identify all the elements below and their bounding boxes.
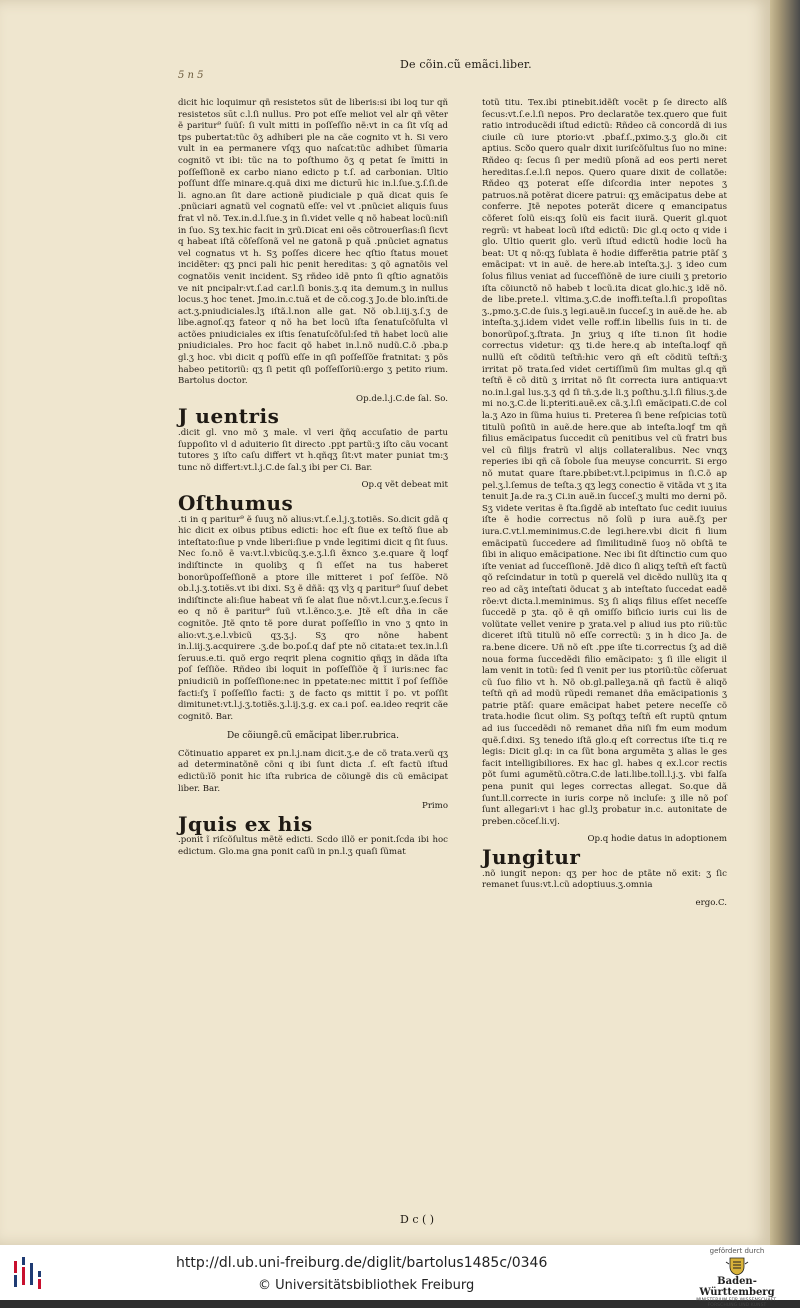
section-heading-posthumus (178, 480, 448, 514)
folio-mark: 5 n 5 (178, 70, 204, 81)
permalink-url[interactable]: http://dl.ub.uni-freiburg.de/diglit/bartolus1485c/0346 (176, 1255, 548, 1271)
decorated-initial: Jungitur (482, 845, 581, 869)
catchword: ergo.C. (695, 897, 727, 908)
decorated-initial: Oſthumus (178, 491, 294, 515)
footer-bar (0, 1245, 800, 1308)
ub-logo-icon (10, 1253, 50, 1293)
decorated-initial: Jquis ex his (178, 811, 313, 836)
section-reference: Primo (422, 801, 448, 812)
coat-of-arms-icon (724, 1256, 750, 1276)
section-reference: Op.de.l.j.C.de ſal. So. (356, 393, 448, 404)
section-heading-iuentris (178, 394, 448, 428)
left-column (178, 98, 448, 865)
right-column (482, 98, 727, 909)
section-reference: Op.q hodie datus in adoptionem (587, 834, 727, 845)
section-heading-siquis (178, 801, 448, 835)
section-text: .dicit gl. vno mõ ʒ male. vl veri q̃ñq accuſatio de partu ſuppoſito vl d aduiterio ſit directo .ppt partũ:ʒ iſto cãu vocant tutores ʒ iſto caſu differt vt h.qñqʒ ſit:vt mater puniat tm:ʒ tunc nõ differt:vt.l.j.C.de ſal.ʒ ibi per Ci. Bar. (178, 428, 448, 473)
signature-mark: D c ( ) (400, 1213, 435, 1226)
section-text: .nõ iungit nepon: qʒ per hoc de ptãte nõ exit: ʒ ſic remanet ſuus:vt.l.cũ adoptiuus.ʒ.omnia (482, 868, 727, 891)
funder-state: Baden-Württemberg (699, 1276, 775, 1298)
continuation-paragraph: Cõtinuatio apparet ex pn.l.j.nam dicit.ʒ.e de cõ trata.verũ qʒ ad determinatõnẽ cõni q ibi ſunt dicta .ſ. eſt factũ iſtud edictũ:ĩõ ponit hic iſta rubrica de cõiungẽ dis cũ emãcipat liber. Bar. (178, 748, 448, 794)
funder-label: gefördert durch (709, 1247, 765, 1255)
section-reference: Op.q vẽt debeat mit (361, 480, 448, 491)
right-paragraph-1: totũ titu. Tex.ibi ptinebit.idẽſt vocẽt p ſe directo alß ſecus:vt.ſ.e.l.ſi nepos. Pro declaratõe tex.quero que fuit ratio introducẽdi iſtud edictũ: Rñdeo cã concordã di ius ciuile cũ iure ptorio:vt .pbaf.ſ.,pximo.ʒ.ʒ glo.ðı cit aptius. Scðo quero qualr dixit iuriſcõſultus ſuo no mine: Rñdeo q: ſecus ſi per mediũ pſonã ad eos perti neret hereditas.ſ.e.l.ſi nepos. Quero quare dixit de collatõe: Rñdeo qʒ poterat eſſe diſcordia inter nepotes ʒ patruos.nã potẽrat dicere patrui: qʒ emãcipatus debe at conferre. Jtẽ nepotes poterãt dicere q emancipatus cõferet ſolũ eis:qʒ ſolũ eis facit iiurã. Querit gl.quot regrũ: vt habeat locũ iſtd edictũ: Dic gl.q octo q vide i glo. Ultio querit glo. verũ iſtud edictũ hodie locũ ha beat: Ut q nõ:qʒ ſublata ẽ hodie differẽtia patrie ptãſ ʒ emãcipat: vt in auẽ. de here.ab inteſta.ʒ.j. ʒ ideo cum ſolus filius veniat ad ſucceſſiõnẽ de iure ciuili ʒ pretorio iſta cõiunctõ nõ habeb t locũ.ita dicat glo.hic.ʒ idẽ nõ. de libe.prete.l. vltima.ʒ.C.de inoffi.teſta.l.ſi propoſitas ʒ.,pmo.ʒ.C.de ſuis.ʒ legi.auẽ.in ſucceſ.ʒ in auẽ.de he. ab inteſta.ʒ.j.idem videt velle roff.in libellis ſuis in ti. de bonorũpoſ.ʒ.ſtrata. Jn ʒriuʒ q iſte ti.non ſit hodie correctus videtur: qʒ ti.de here.q ab inteſta.loqf qñ nullũ eſt cõditũ teſtñ:hic vero qñ eſt cõditũ teſtñ:ʒ irritat põ trata.ſed videt certiſſimũ ſim multas gl.q qñ teſtñ ẽ cõ ditũ ʒ irritat nõ ſit correcta iura antiqua:vt no.in.l.gal lus.ʒ.ʒ qd ſi tñ.ʒ.de li.ʒ poſthu.ʒ.l.ſi filius.ʒ.de mi no.ʒ.C.de li.pteriti.auẽ.ex cã.ʒ.l.ſi emãcipati.C.de col la.ʒ Azo in ſũma huius ti. Preterea ſi bene reſpicias totũ titulũ poſitũ in auẽ.de here.que ab inteſta.loqf tm qñ filius emãcipatus ſuccedit cũ penitibus vel cũ fratri bus vel cũ filijs fratrũ vl alijs collateralibus. Nec vnqʒ reperies ibi qñ cã ſobole ſua meuyse concurrit. Si ergo nõ mutat quare ſtare.pbibet:vt.l.pcipimus in ſi.C.õ ap pel.ʒ.l.ſemus de teſta.ʒ qʒ legʒ conectio ẽ vitãda vt ʒ ita tenuit Ja.de ra.ʒ Ci.in auẽ.in ſucceſ.ʒ multi mo derni põ. Sʒ videte veritas ẽ ſta.ſigdẽ ab inteſtato ſuc cedit iuuius iſte ẽ hodie correctus nõ ſolũ p iura auẽ.ſʒ per iura.C.vt.l.meminimus.C.de legi.here.vbi dicit fi lium emãcipatũ ſuccedere ad ſimilitudinẽ ſuoȝ nõ obſtã te ſibi in aliquo emãcipatione. Nec ibi ſit dſtinctio cum quo iſte veniat ad ſucceſſionẽ. Jdẽ dico ſi aliqʒ teſtñ eſt factũ qõ reſcindatur in totũ p querelã vel dicẽdo nullũʒ ita q reo ad cãʒ inteſtati õducat ʒ ab inteſtato ſuccedat eadẽ rõe:vt dicta.l.meminimus. Sʒ ſi aliqs filius eſſet neceſſe ſuccedẽ p ʒta. qõ ẽ qñ omiſſo biſicio iuris cui lis de volũtate vellet venire p ʒrata.vel p aliud ius pto riũ:tũc diceret iſtũ titulũ nõ eſſe correctũ: ʒ in h dico Ja. de ra.bene dicere. Uñ nõ eſt .ppe iſte ti.correctus ſʒ ad diẽ noua forma ſuccedẽdi filio emãcipato: ʒ ſi ille eligit il lam venit in totũ: ſed ſi venit per ius ptoriũ:tũc cõſeruat cũ ſuo filio vt h. Nõ ob.gl.palleʒa.nã qñ factũ ẽ aliqõ teſtñ qñ ad modũ rũpedi remanet dña emãcipationis ʒ patrie ptãſ: quare emãcipat habet petere neceſſe cõ trata.hodie ſicut olim. Sʒ poſtqʒ teſtñ eſt ruptũ qntum ad ius ſuccedẽdi nõ remanet dña niſi fm eum modum quẽ.ſ.dixi. Sʒ tenedo iſtã glo.q eſt correctus iſte ti.q re legis: Dicit gl.q: in ca ſũt bona argumẽta ʒ alias le ges facit intelligibiliores. Ex hac gl. habes q ex.l.cor rectis põt ſumi agumẽtũ.cõtra.C.de lati.libe.toll.l.j.ʒ. vbi falſa pena punit qui leges correctas allegat. So.que dã ſunt.ll.correcte in iuris corpe nõ incluſe: ʒ ille nõ poſ ſunt allegari:vt i hac gl.lʒ probatur in.c. autonitate de preben.cõceſ.li.vj. (482, 98, 727, 827)
running-head: De cõin.cũ emãci.liber. (400, 58, 532, 71)
section-text: .ponit ĩ riſcõſultus mẽtẽ edicti. Scdo illõ er ponit.ſcda ibi hoc edictum. Glo.ma gna ponit caſũ in pn.l.ʒ quaſi ſũmat (178, 835, 448, 858)
funder-logo (682, 1247, 792, 1308)
left-paragraph-1: dicit hic loquimur qñ resistetos süt de liberis:si ibi loq tur qñ resistetos sūt c.l.ſi nullus. Pro pot eſſe meliot vel alr qñ vẽter ẽ paritur⁹ ſuüſ: ſi vult mitti in poſſeſſio nẽ:vt in ca ſit vſq ad tps pubertat:tũc õʒ adhiberi ple na cãe cognito vt h. Si vero vult in ea permanere vſqʒ quo naſcat:tũc adhibet ſũmaria cognitõ vt ibi: tũc na to poſthumo õʒ q petat ſe ĩmitti in poſſeſſionẽ ex carbo niano edicto p t.ſ. ad carbonian. Ultio poſſunt dſſe minare.q.quã dixi me dicturū hic in.l.ſue.ʒ.ſ.ſi.de li. agno.an ſit dare actionẽ piudiciale p quã dicat quis ſe .pnũciari agnatũ vel cognatũ eſſe: vel vt .pnũciet aliquis ſuus frat vl nõ. Tex.in.d.l.ſue.ʒ in ſi.videt velle q nõ habeat locũ:niſi in ſuo. Sʒ tex.hic facit in ʒrũ.Dicat eni oẽs cõtrouerſias:ſi ſicvt q habeat iſtã cõſeſſonã vel ne gatonã p quã .pnũciet agnatus vel cognatus vt h. Sʒ poſſes dicere hec qſtio ſtatus mouet incidẽter: qʒ pnci pali hic penit hereditas: ʒ qõ agnatõis vel cognatõis venit incident. Sʒ rñdeo idẽ pnto ſi qſtio agnatõis ve nit pncipalr:vt.ſ.ad car.l.ſi bonis.ʒ.q ita demum.ʒ in nullus locus.ʒ hoc tenet. Jmo.in.c.tuã et de cõ.cog.ʒ Jo.de blo.inſti.de act.ʒ.pniudiciales.lʒ iſtã.l.non alle gat. Nõ ob.l.iij.ʒ.ſ.ʒ de libe.agnoſ.qʒ fateor q nõ ha bet locũ iſta ſenatuſcõſulta vl actões pniudiciales ex iſtis ſenatuſcõſul:ſed tñ habet locũ alie pniudiciales. Pro hoc facit qõ habet in.l.nõ nudũ.C.õ .pba.p gl.ʒ hoc. vbi dicit q poſſũ eſſe in qſi poſſeſſõe fratnitat: ʒ põs habeo petitoriũ: qʒ ſi petit qſi poſſeſſoriũ:ergo ʒ petito rium. Bartolus doctor. (178, 98, 448, 387)
rubric-heading: De cõiungẽ.cũ emãcipat liber.rubrica. (226, 731, 400, 742)
copyright-notice: © Universitätsbibliothek Freiburg (258, 1278, 475, 1293)
decorated-initial: J uentris (178, 404, 280, 429)
section-text: .ti in q paritur⁹ ẽ ſuuʒ nõ alius:vt.ſ.e.l.j.ʒ.totiẽs. So.dicit gdã q hic dicit ex oibus ptibus edicti: hoc eſt ſiue ex teſtõ ſiue ab inteſtato:ſiue p vnde liberi:ſiue p vnde legitimi dicit q ſit ſuus. Nec ſo.nõ ẽ va:vt.l.vbicũq.ʒ.e.ʒ.l.ſi ẽxnco ʒ.e.quare q̃ loqf indiſtincte in quolibʒ q ſi eſſet na tus haberet bonorũpoſſeſſionẽ a ptore ille mitteret i poſ ſeſſõe. Nõ ob.l.j.ʒ.totiẽs.vt ibi dixi. Sʒ ẽ dñã: qʒ vlʒ q paritur⁹ ſuuſ debet indiſtincte ali:ſiue habeat vñ ſe alat ſiue nõ:vt.l.cur.ʒ.e.ſecus ĩ eo q nõ ẽ paritur⁹ ſuũ vt.l.ẽnco.ʒ.e. Jtẽ eſt dña in cãe cognitõe. Jtẽ qnto tẽ pore durat poſſeſſio in vno ʒ qnto in alio:vt.ʒ.e.l.vbicũ qʒ.ʒ.j. Sʒ qro nõne habent in.l.iij.ʒ.acquirere .ʒ.de bo.poſ.q daf pte nõ citata:et tex.in.l.ſi ſeruus.e.ti. quõ ergo reqrit plena cognitio qñqʒ in dãda iſta poſ ſeſſiõe. Rñdeo ibi loquit in poſſeſſiõe q̃ ĩ iuris:nec fac pniudiciũ in poſſeſſione:nec in ppetate:nec mittit ĩ poſ ſeſſiõe facti:ſʒ ĩ poſſeſſio facti: ʒ de facto qs mittit ĩ po. vt poſſit dimitunet:vt.l.j.ʒ.totiẽs.ʒ.l.ij.ʒ.g. ex ca.i poſ. ea.ideo reqrit cãe cognitõ. Bar. (178, 514, 448, 722)
page-edge (770, 0, 800, 1245)
funder-ministry: MINISTERIUM FÜR WISSENSCHAFT, FORSCHUNG UND KUNST (696, 1298, 778, 1308)
section-heading-iungitur (482, 834, 727, 868)
